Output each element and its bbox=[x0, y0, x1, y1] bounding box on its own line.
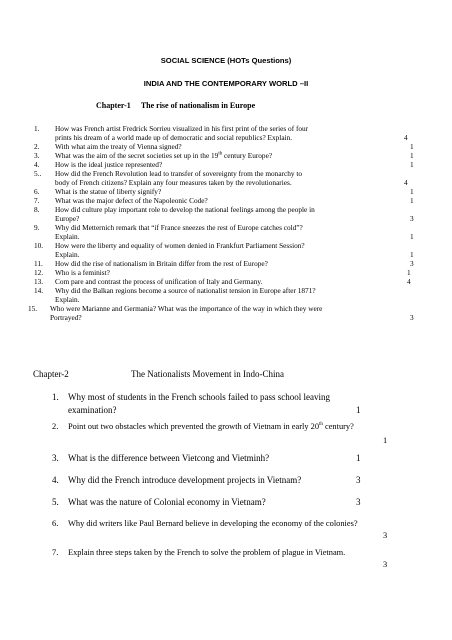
marks: 1 bbox=[407, 268, 411, 277]
chapter1-heading bbox=[96, 101, 255, 110]
chapter1-label: Chapter-1 bbox=[96, 101, 131, 110]
marks: 3 bbox=[356, 497, 361, 507]
marks: 4 bbox=[407, 277, 411, 286]
marks: 3 bbox=[383, 560, 388, 569]
document-title: SOCIAL SCIENCE (HOTs Questions) bbox=[160, 56, 292, 65]
marks: 1 bbox=[356, 453, 361, 463]
marks: 1 bbox=[410, 142, 414, 151]
document-page: SOCIAL SCIENCE (HOTs Questions) INDIA AND THE CONTEMPORARY WORLD –II Chapter-1 The rise of nationalism in Europe 1. How was French artist Fredrick Sorrieu visualized in his first print of the series of four prints his dream of a world made up of democratic and social republics? Explain. 4 2. With what aim the treaty of Vienna signed? 1 3. What was the aim of the secret societies set up in the 19th century Europe? 1 4. How is the ideal justice represented? 1 5.. How did the French Revolution lead to transfer of sovereignty from the monarchy to body of French citizens? Explain any four measures taken by the revolutionaries. 4 6. What is the statue of liberty signify? 1 7. What was the major defect of the Napoleonic Code? 1 8. How did culture play important role to develop the national feelings among the people in Europe? 3 9. Why did Metternich remark that “if France sneezes the rest of Europe catches cold”? Explain. 1 10. How were the liberty and equality of women denied in Frankfurt Parliament Session? Explain. 1 11. How did the rise of nationalism in Britain differ from the rest of Europe? 3 12. Who is a feminist? 1 13. Com pare and contrast the process of unification of Italy and Germany. 4 14. Why did the Balkan regions become a source of nationalist tension in Europe after 1871? Explain. 15. Who were Marianne and Germania? What was the importance of the way in which they were Portrayed? 3 Chapter-2 The Nationalists Movement in Indo-China 1. Why most of students in the French schools failed to pass school leaving examination? 1 2. Point out two obstacles which prevented the growth of Vietnam in early 20th century? 1 3. What is the difference between Vietcong and Vietminh? 1 4. Why did the French introduce development projects in Vietnam? 3 5. What was the nature of Colonial economy in Vietnam? 3 6. Why did writers like Paul Bernard believe in developing the economy of the colonies? 3 7. Explain three steps taken by the French to solve the problem of plague in Vietnam. 3 bbox=[0, 0, 452, 640]
marks: 4 bbox=[404, 178, 408, 187]
marks: 1 bbox=[410, 187, 414, 196]
document-subtitle: INDIA AND THE CONTEMPORARY WORLD –II bbox=[143, 79, 309, 88]
marks: 4 bbox=[404, 133, 408, 142]
marks: 3 bbox=[410, 313, 414, 322]
marks: 1 bbox=[383, 436, 388, 445]
marks: 1 bbox=[410, 232, 414, 241]
chapter2-label: Chapter-2 bbox=[33, 369, 69, 379]
marks: 1 bbox=[356, 405, 361, 415]
marks: 3 bbox=[410, 259, 414, 268]
marks: 1 bbox=[410, 196, 414, 205]
marks: 1 bbox=[410, 250, 414, 259]
chapter2-heading bbox=[33, 369, 284, 379]
marks: 1 bbox=[410, 151, 414, 160]
marks: 3 bbox=[410, 214, 414, 223]
marks: 3 bbox=[356, 475, 361, 485]
chapter2-title: The Nationalists Movement in Indo-China bbox=[131, 369, 284, 379]
marks: 3 bbox=[383, 531, 388, 540]
chapter1-title: The rise of nationalism in Europe bbox=[140, 101, 256, 110]
marks: 1 bbox=[410, 160, 414, 169]
